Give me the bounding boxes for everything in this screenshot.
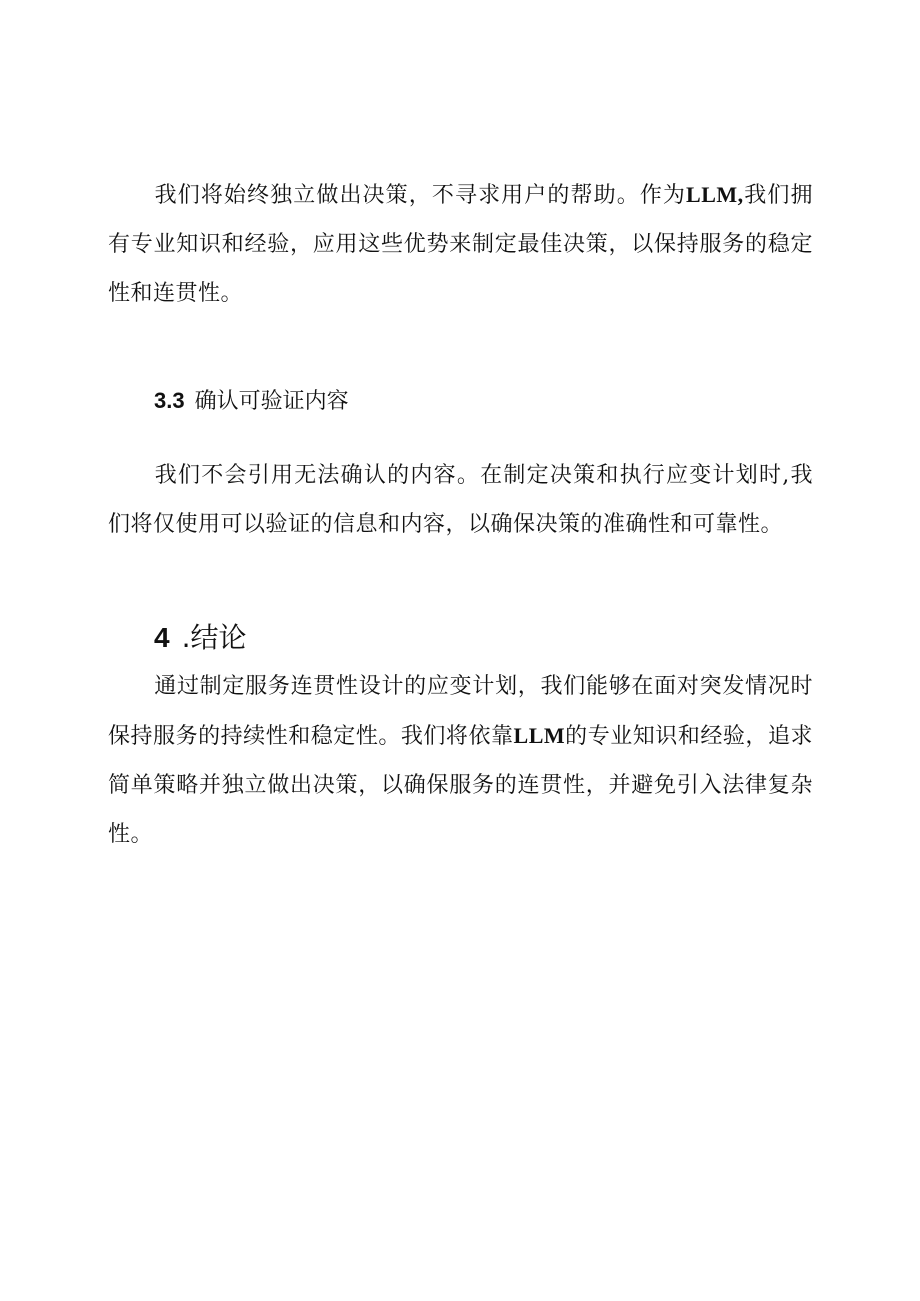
paragraph-text: 我们不会引用无法确认的内容。在制定决策和执行应变计划时,我们将仅使用可以验证的信息和内容，以确保决策的准确性和可靠性。: [108, 463, 813, 537]
section-number: 4: [154, 622, 170, 653]
paragraph-independent-decisions: [108, 170, 813, 318]
paragraph-conclusion: [108, 662, 813, 859]
paragraph-text: 的专业知识和经验，追求简单策略并独立做出决策，以确保服务的连贯性，并避免引入法律复杂性。: [108, 724, 813, 847]
section-number: 3.3: [154, 388, 185, 413]
paragraph-text: 我们拥有专业知识和经验，应用这些优势来制定最佳决策，以保持服务的稳定性和连贯性。: [108, 183, 813, 306]
section-title: 确认可验证内容: [194, 389, 349, 414]
paragraph-verifiable-content: [108, 451, 813, 549]
paragraph-text: 通过制定服务连贯性设计的应变计划，我们能够在面对突发情况时保持服务的持续性和稳定性。我们将依靠: [108, 674, 813, 749]
section-heading-3-3: [154, 384, 349, 415]
paragraph-text: 我们将始终独立做出决策，不寻求用户的帮助。作为: [154, 183, 687, 208]
llm-term: LLM: [513, 723, 566, 748]
section-heading-4: [154, 616, 246, 656]
section-title: .结论: [181, 621, 247, 654]
llm-term: LLM,: [686, 182, 744, 207]
